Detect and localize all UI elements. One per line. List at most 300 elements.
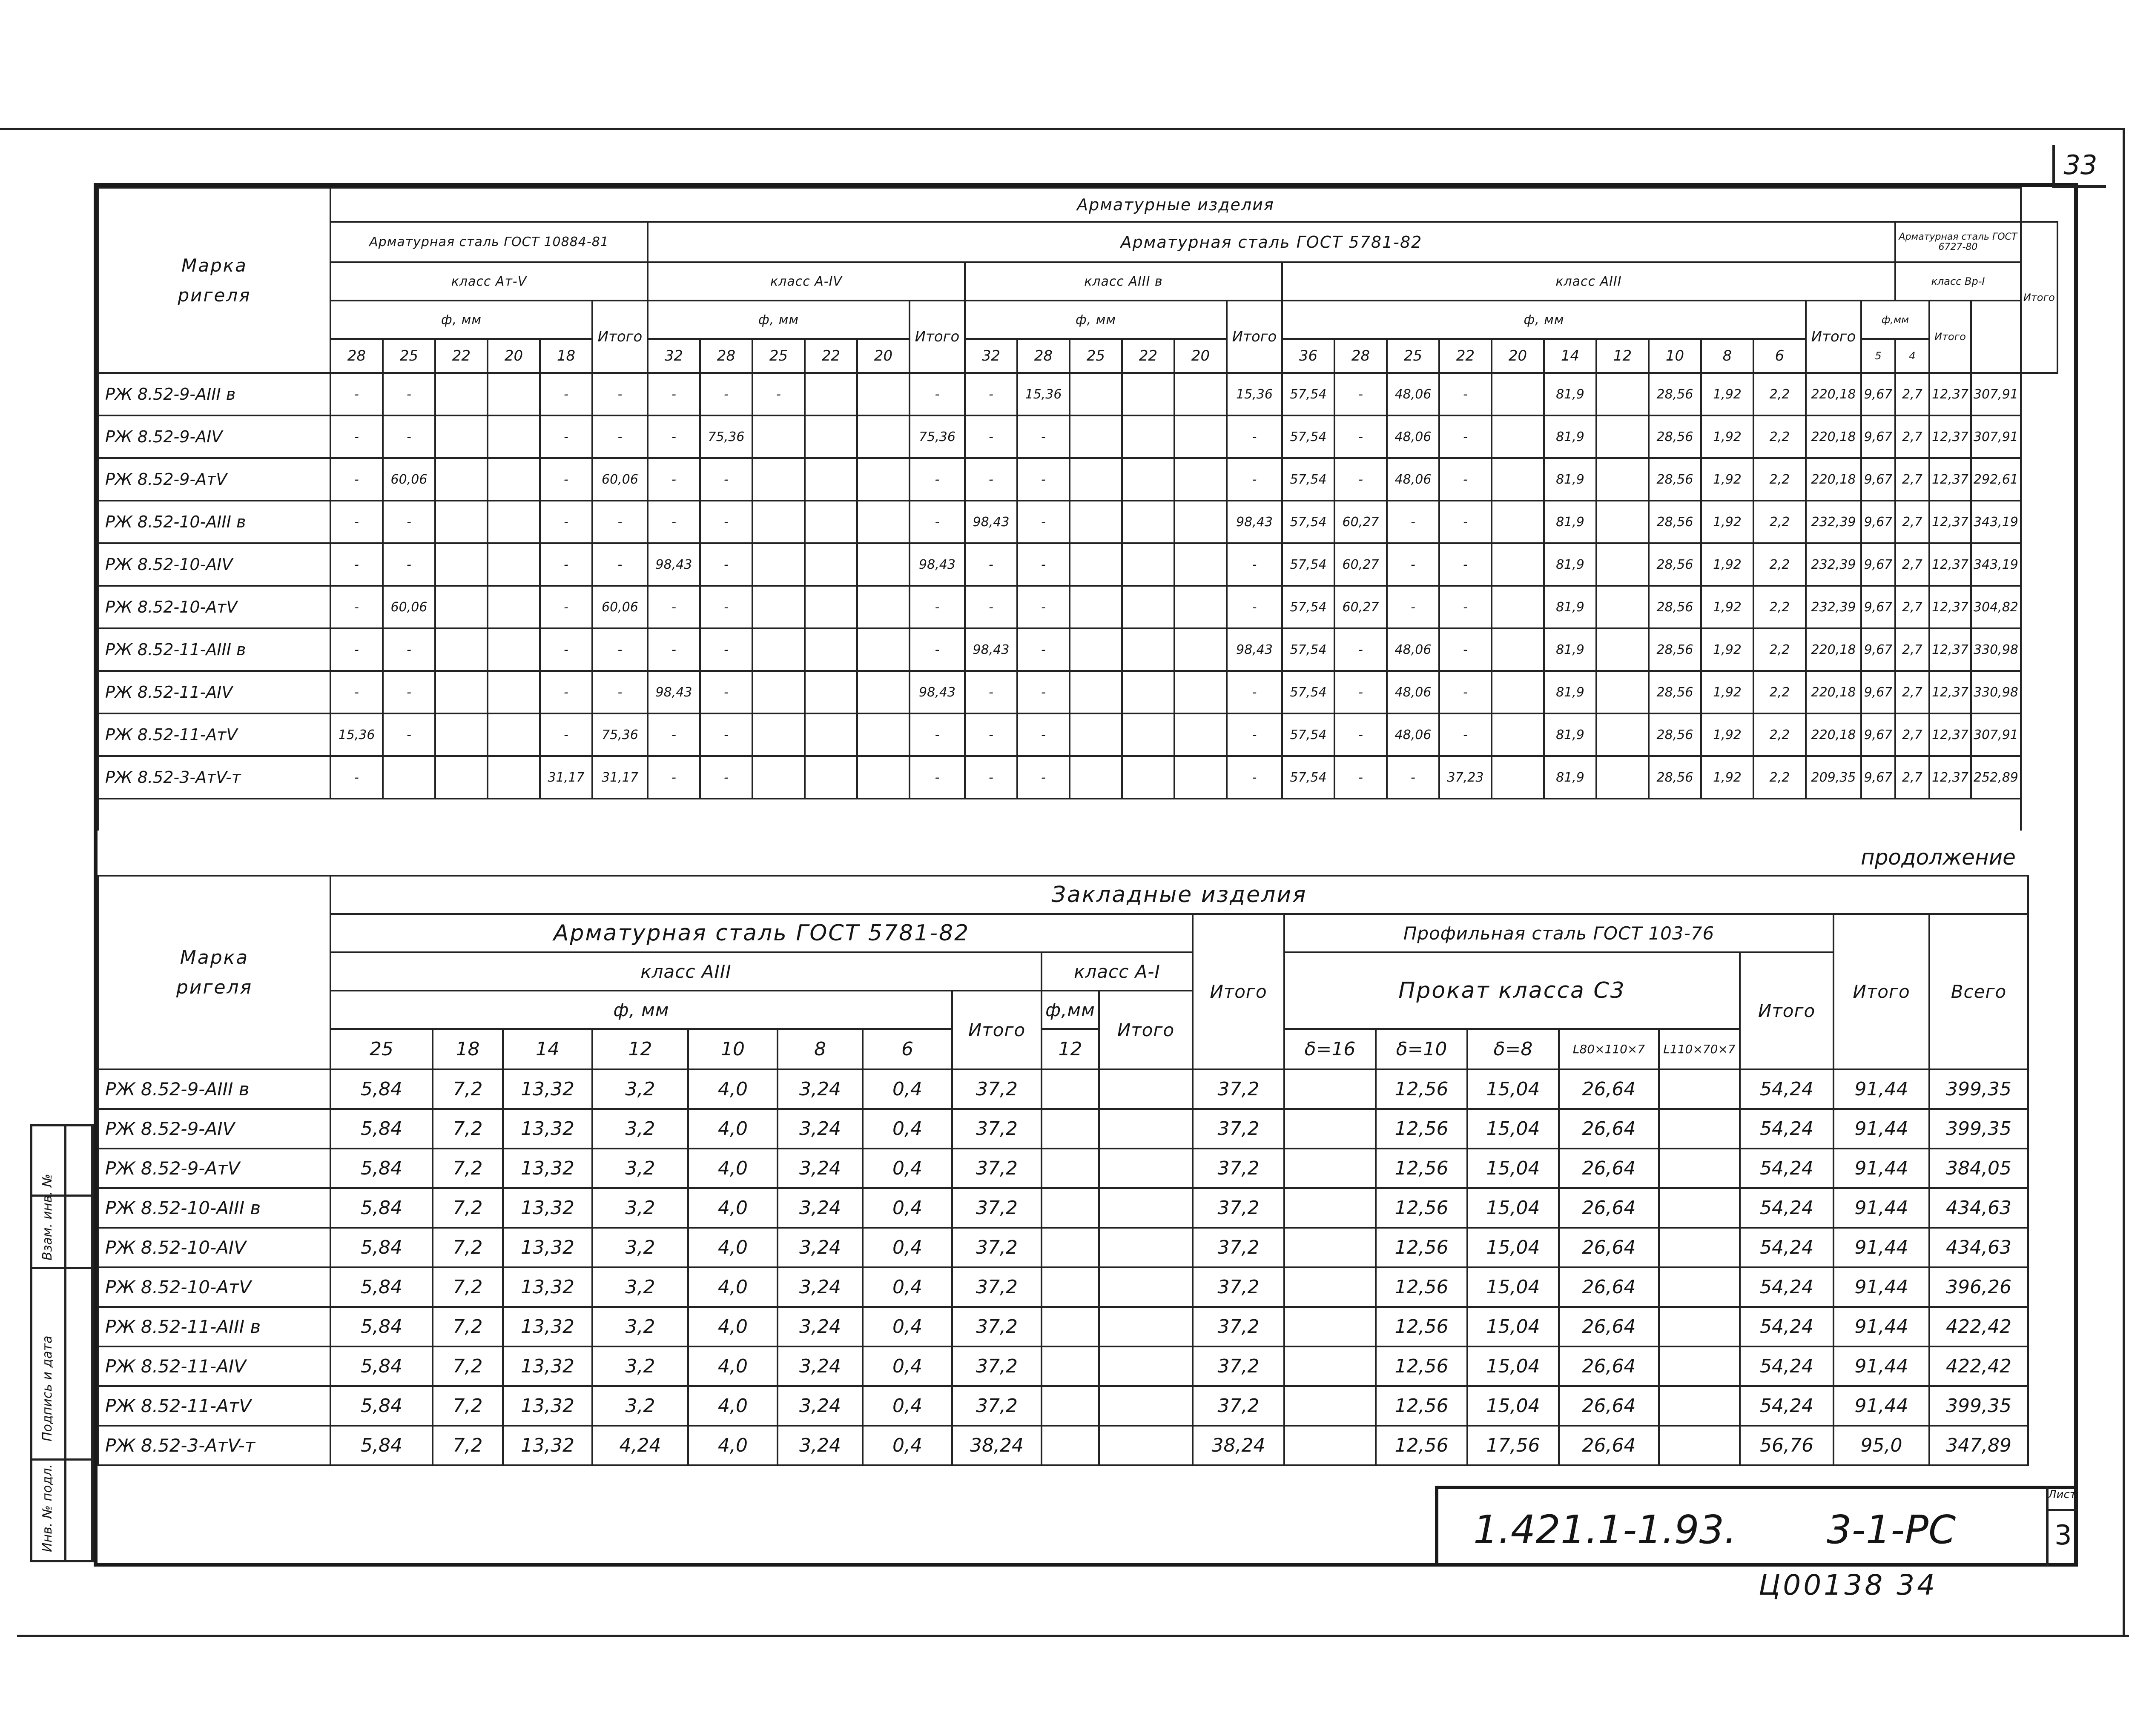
row-cell: 3,24 [778, 1149, 863, 1188]
row-cell [488, 671, 540, 713]
row-cell: 15,36 [1017, 373, 1070, 415]
row-cell: 12,37 [1929, 671, 1971, 713]
row-cell: 12,56 [1376, 1346, 1467, 1386]
row-cell: 307,91 [1971, 373, 2021, 415]
row-cell: 220,18 [1806, 713, 1861, 756]
row-cell: 17,56 [1467, 1426, 1559, 1465]
row-cell: 57,54 [1282, 756, 1334, 799]
row-cell: 4,0 [688, 1346, 778, 1386]
row-cell [805, 501, 857, 543]
row-cell: 54,24 [1740, 1109, 1833, 1149]
row-cell [1659, 1069, 1740, 1109]
row-cell: - [1387, 586, 1439, 628]
row-cell [435, 501, 488, 543]
row-cell [1659, 1228, 1740, 1267]
row-cell: - [540, 458, 592, 501]
row-cell: 2,2 [1753, 501, 1806, 543]
row-cell [1284, 1228, 1376, 1267]
row-cell: - [1334, 713, 1387, 756]
row-cell [1099, 1267, 1193, 1307]
row-cell: - [965, 543, 1017, 586]
col-diameter: 32 [965, 339, 1017, 373]
row-cell [1099, 1149, 1193, 1188]
row-cell: 2,2 [1753, 671, 1806, 713]
row-cell: 0,4 [863, 1109, 952, 1149]
row-cell: 5,84 [330, 1267, 433, 1307]
row-cell: - [648, 501, 700, 543]
col-diameter: 12 [1596, 339, 1649, 373]
row-cell: - [648, 586, 700, 628]
row-cell: 1,92 [1701, 458, 1753, 501]
row-cell: 38,24 [1193, 1426, 1284, 1465]
row-cell: 15,04 [1467, 1267, 1559, 1307]
row-cell [1042, 1426, 1099, 1465]
row-cell: 28,56 [1649, 373, 1701, 415]
sheet-cell-divider [2046, 1509, 2078, 1511]
diam-header: ф, мм [648, 301, 910, 339]
row-cell: - [752, 373, 805, 415]
row-cell: 0,4 [863, 1307, 952, 1346]
row-cell [1174, 586, 1227, 628]
row-cell: 98,43 [910, 671, 965, 713]
row-cell [1596, 628, 1649, 671]
row-cell [1492, 628, 1544, 671]
row-cell [1070, 586, 1122, 628]
row-cell: 7,2 [433, 1149, 503, 1188]
row-cell: - [1227, 415, 1282, 458]
row-marka: РЖ 8.52-10-АтV [98, 1267, 330, 1307]
row-cell [805, 373, 857, 415]
row-cell: 26,64 [1559, 1426, 1659, 1465]
row-cell: - [330, 501, 383, 543]
grand-total-header: Итого [2021, 222, 2057, 373]
row-cell: 2,2 [1753, 628, 1806, 671]
row-cell: 209,35 [1806, 756, 1861, 799]
row-cell: - [383, 713, 435, 756]
row-cell: 4,0 [688, 1267, 778, 1307]
row-cell: 3,2 [592, 1346, 688, 1386]
row-cell: - [330, 543, 383, 586]
row-cell [1492, 373, 1544, 415]
row-cell [1042, 1109, 1099, 1149]
col-thickness: δ=16 [1284, 1029, 1376, 1069]
row-cell [1070, 713, 1122, 756]
row-cell [1492, 543, 1544, 586]
row-cell: 422,42 [1929, 1307, 2028, 1346]
row-cell: 98,43 [1227, 501, 1282, 543]
table-row [98, 1386, 2028, 1426]
row-cell: - [700, 373, 752, 415]
row-cell: - [540, 713, 592, 756]
row-cell: 252,89 [1971, 756, 2021, 799]
table-row [98, 586, 2057, 628]
row-cell: 2,7 [1895, 713, 1929, 756]
col-total-header: Итого [1099, 991, 1193, 1069]
row-cell: - [1439, 628, 1492, 671]
row-cell [857, 671, 910, 713]
row-cell [1042, 1307, 1099, 1346]
row-cell: 12,37 [1929, 373, 1971, 415]
col-diameter: 8 [1701, 339, 1753, 373]
col-diameter: 28 [1334, 339, 1387, 373]
row-cell: 292,61 [1971, 458, 2021, 501]
col-angle: L110×70×7 [1659, 1029, 1740, 1069]
row-cell: - [592, 543, 648, 586]
col-total-header: Итого [1227, 301, 1282, 373]
row-cell: 60,27 [1334, 501, 1387, 543]
row-cell: - [1227, 543, 1282, 586]
row-cell: - [965, 415, 1017, 458]
row-cell [1492, 671, 1544, 713]
row-cell [488, 458, 540, 501]
row-cell [752, 756, 805, 799]
col-diameter: 25 [752, 339, 805, 373]
row-cell [1122, 756, 1174, 799]
row-cell: 37,2 [1193, 1386, 1284, 1426]
col-diameter: 28 [700, 339, 752, 373]
row-cell: 81,9 [1544, 713, 1596, 756]
row-cell [1174, 373, 1227, 415]
row-cell: 9,67 [1861, 628, 1895, 671]
row-cell: 2,2 [1753, 756, 1806, 799]
row-cell: 81,9 [1544, 373, 1596, 415]
row-cell [857, 415, 910, 458]
row-cell [1099, 1307, 1193, 1346]
row-cell [1122, 586, 1174, 628]
row-cell: - [965, 756, 1017, 799]
row-cell: 3,2 [592, 1188, 688, 1228]
row-cell: - [910, 458, 965, 501]
row-cell [1659, 1386, 1740, 1426]
row-cell: 5,84 [330, 1188, 433, 1228]
row-marka: РЖ 8.52-11-АтV [98, 1386, 330, 1426]
row-cell: 220,18 [1806, 415, 1861, 458]
row-cell: 26,64 [1559, 1307, 1659, 1346]
row-cell: 28,56 [1649, 671, 1701, 713]
row-cell: 95,0 [1833, 1426, 1929, 1465]
row-cell: - [330, 756, 383, 799]
class-at5-header: класс Ат-V [330, 262, 648, 301]
row-cell [1174, 543, 1227, 586]
row-cell [1042, 1386, 1099, 1426]
row-cell: - [1227, 756, 1282, 799]
row-cell [857, 628, 910, 671]
col-diameter: 18 [540, 339, 592, 373]
marka-header: Марка ригеля [98, 188, 330, 373]
row-cell: 9,67 [1861, 543, 1895, 586]
row-cell [1042, 1267, 1099, 1307]
row-cell: 26,64 [1559, 1109, 1659, 1149]
row-cell [752, 628, 805, 671]
row-cell: 12,56 [1376, 1386, 1467, 1426]
row-cell: - [700, 756, 752, 799]
row-cell [1122, 458, 1174, 501]
row-cell: 4,24 [592, 1426, 688, 1465]
col-diameter: 25 [383, 339, 435, 373]
row-cell: 15,04 [1467, 1188, 1559, 1228]
row-cell: - [540, 501, 592, 543]
row-cell: 28,56 [1649, 458, 1701, 501]
rebar-table [98, 187, 2058, 831]
col-diameter: 28 [1017, 339, 1070, 373]
col-diameter: 12 [592, 1029, 688, 1069]
row-cell: 0,4 [863, 1386, 952, 1426]
row-cell [1596, 458, 1649, 501]
row-cell: 98,43 [910, 543, 965, 586]
col-diameter: 22 [1122, 339, 1174, 373]
row-cell: 28,56 [1649, 415, 1701, 458]
row-cell: 28,56 [1649, 543, 1701, 586]
table-row [98, 1149, 2028, 1188]
row-cell: 54,24 [1740, 1386, 1833, 1426]
row-marka: РЖ 8.52-9-АтV [98, 1149, 330, 1188]
row-cell: - [1017, 458, 1070, 501]
row-cell [1284, 1069, 1376, 1109]
col-diameter: 25 [1387, 339, 1439, 373]
side-stamp [30, 1124, 94, 1562]
row-cell: 54,24 [1740, 1307, 1833, 1346]
col-diameter: 22 [435, 339, 488, 373]
row-cell: 220,18 [1806, 458, 1861, 501]
row-cell [1070, 458, 1122, 501]
row-cell: 13,32 [503, 1228, 592, 1267]
row-cell [1284, 1346, 1376, 1386]
row-cell: - [383, 373, 435, 415]
row-cell [1174, 713, 1227, 756]
row-cell: - [330, 586, 383, 628]
table-row [98, 415, 2057, 458]
row-cell: - [965, 373, 1017, 415]
row-cell: 54,24 [1740, 1149, 1833, 1188]
row-cell: - [592, 671, 648, 713]
row-cell [1659, 1149, 1740, 1188]
row-cell: 28,56 [1649, 501, 1701, 543]
row-cell: - [1017, 501, 1070, 543]
row-cell [1174, 756, 1227, 799]
row-cell: - [1387, 756, 1439, 799]
col-diameter: 10 [1649, 339, 1701, 373]
row-cell: - [1017, 756, 1070, 799]
row-cell [752, 501, 805, 543]
row-cell: - [1387, 543, 1439, 586]
row-cell: 48,06 [1387, 415, 1439, 458]
col-diameter: 32 [648, 339, 700, 373]
row-cell: - [383, 543, 435, 586]
row-cell: - [1017, 415, 1070, 458]
row-cell: 81,9 [1544, 458, 1596, 501]
row-marka: РЖ 8.52-10-АтV [98, 586, 330, 628]
row-cell [1042, 1069, 1099, 1109]
row-cell [1099, 1069, 1193, 1109]
row-cell: 1,92 [1701, 628, 1753, 671]
row-cell: 54,24 [1740, 1069, 1833, 1109]
row-cell [488, 501, 540, 543]
row-cell: 57,54 [1282, 373, 1334, 415]
row-cell: 15,04 [1467, 1109, 1559, 1149]
row-cell: 81,9 [1544, 501, 1596, 543]
row-cell: 7,2 [433, 1386, 503, 1426]
row-marka: РЖ 8.52-10-АIV [98, 543, 330, 586]
row-cell: 13,32 [503, 1346, 592, 1386]
row-cell: - [1334, 458, 1387, 501]
row-cell: 3,2 [592, 1386, 688, 1426]
row-cell: 37,2 [952, 1069, 1042, 1109]
row-cell: 12,56 [1376, 1069, 1467, 1109]
row-cell [1042, 1228, 1099, 1267]
class-a3v-header: класс АIII в [965, 262, 1282, 301]
row-cell [1042, 1346, 1099, 1386]
row-cell [752, 415, 805, 458]
table-row [98, 1267, 2028, 1307]
row-cell: 2,7 [1895, 756, 1929, 799]
row-cell: 0,4 [863, 1267, 952, 1307]
row-cell [488, 415, 540, 458]
row-cell: 3,2 [592, 1228, 688, 1267]
row-cell [1070, 756, 1122, 799]
col-diameter: 22 [805, 339, 857, 373]
row-cell: 56,76 [1740, 1426, 1833, 1465]
row-cell: - [1017, 543, 1070, 586]
row-cell: 26,64 [1559, 1346, 1659, 1386]
row-cell: - [330, 373, 383, 415]
row-marka: РЖ 8.52-10-АIV [98, 1228, 330, 1267]
row-cell: 13,32 [503, 1386, 592, 1426]
row-cell: 1,92 [1701, 415, 1753, 458]
row-cell: 91,44 [1833, 1307, 1929, 1346]
row-cell: 13,32 [503, 1267, 592, 1307]
row-cell [857, 713, 910, 756]
row-cell: - [1334, 415, 1387, 458]
row-cell: 7,2 [433, 1307, 503, 1346]
row-cell: - [330, 628, 383, 671]
row-cell: 60,06 [592, 586, 648, 628]
row-cell [435, 628, 488, 671]
row-cell: - [540, 586, 592, 628]
row-cell: 12,56 [1376, 1188, 1467, 1228]
row-cell: 12,37 [1929, 543, 1971, 586]
row-cell: 91,44 [1833, 1346, 1929, 1386]
row-cell: 0,4 [863, 1346, 952, 1386]
col-diameter: 8 [778, 1029, 863, 1069]
row-cell: - [383, 415, 435, 458]
row-cell: 15,04 [1467, 1386, 1559, 1426]
col-diameter: 4 [1895, 339, 1929, 373]
row-cell: - [540, 628, 592, 671]
row-marka: РЖ 8.52-9-АтV [98, 458, 330, 501]
row-cell: - [592, 628, 648, 671]
row-cell: - [330, 671, 383, 713]
row-cell: 232,39 [1806, 543, 1861, 586]
row-cell: - [592, 501, 648, 543]
row-cell: 37,2 [952, 1386, 1042, 1426]
row-cell: - [910, 713, 965, 756]
row-cell: 3,2 [592, 1267, 688, 1307]
row-cell: - [965, 458, 1017, 501]
row-cell: 91,44 [1833, 1188, 1929, 1228]
col-diameter: 25 [330, 1029, 433, 1069]
row-cell: - [1227, 713, 1282, 756]
col-diameter: 36 [1282, 339, 1334, 373]
row-cell: 0,4 [863, 1069, 952, 1109]
diam-header: ф, мм [330, 301, 592, 339]
row-cell: - [383, 501, 435, 543]
row-cell [1659, 1109, 1740, 1149]
row-cell [857, 543, 910, 586]
row-marka: РЖ 8.52-11-АIV [98, 1346, 330, 1386]
col-diameter: 14 [503, 1029, 592, 1069]
row-cell: 2,2 [1753, 713, 1806, 756]
table-row [98, 1346, 2028, 1386]
row-cell: 38,24 [952, 1426, 1042, 1465]
row-cell [805, 586, 857, 628]
row-cell: - [540, 543, 592, 586]
gost-5781-header: Арматурная сталь ГОСТ 5781-82 [648, 222, 1895, 262]
row-cell: 3,24 [778, 1188, 863, 1228]
row-cell: - [1334, 628, 1387, 671]
row-cell: 12,37 [1929, 586, 1971, 628]
row-cell [1070, 415, 1122, 458]
col-thickness: δ=8 [1467, 1029, 1559, 1069]
row-cell: 304,82 [1971, 586, 2021, 628]
row-cell [1284, 1149, 1376, 1188]
row-cell: 28,56 [1649, 586, 1701, 628]
col-diameter: 18 [433, 1029, 503, 1069]
row-cell [1284, 1109, 1376, 1149]
side-podpis-data: Подпись и дата [40, 1335, 55, 1441]
col-total-header: Итого [1806, 301, 1861, 373]
row-cell: 12,37 [1929, 415, 1971, 458]
row-cell [752, 671, 805, 713]
embedded-title: Закладные изделия [330, 876, 2028, 914]
row-cell: 98,43 [648, 671, 700, 713]
table-row [98, 756, 2057, 799]
row-cell: 4,0 [688, 1228, 778, 1267]
row-cell: 3,24 [778, 1109, 863, 1149]
row-cell: 98,43 [965, 501, 1017, 543]
row-cell: 12,56 [1376, 1307, 1467, 1346]
diam-header: ф, мм [965, 301, 1227, 339]
row-cell: 2,7 [1895, 671, 1929, 713]
row-cell [1596, 756, 1649, 799]
row-cell: 91,44 [1833, 1267, 1929, 1307]
row-marka: РЖ 8.52-9-АIII в [98, 373, 330, 415]
row-cell: 2,2 [1753, 415, 1806, 458]
row-marka: РЖ 8.52-3-АтV-т [98, 756, 330, 799]
row-cell: 232,39 [1806, 586, 1861, 628]
col-diameter: 20 [488, 339, 540, 373]
row-cell: 13,32 [503, 1149, 592, 1188]
row-cell [1070, 373, 1122, 415]
row-cell: 4,0 [688, 1426, 778, 1465]
row-cell: 26,64 [1559, 1267, 1659, 1307]
row-cell: - [1439, 586, 1492, 628]
row-cell: 4,0 [688, 1069, 778, 1109]
col-diameter: 20 [1492, 339, 1544, 373]
row-cell [1596, 415, 1649, 458]
col-diameter: 5 [1861, 339, 1895, 373]
col-diameter: 28 [330, 339, 383, 373]
row-cell: - [648, 458, 700, 501]
row-cell: 307,91 [1971, 713, 2021, 756]
row-cell [1099, 1109, 1193, 1149]
table-row [98, 501, 2057, 543]
row-cell: 5,84 [330, 1346, 433, 1386]
row-cell: 343,19 [1971, 543, 2021, 586]
row-cell: 75,36 [700, 415, 752, 458]
table-row [98, 543, 2057, 586]
row-cell: 9,67 [1861, 415, 1895, 458]
row-cell: 81,9 [1544, 671, 1596, 713]
